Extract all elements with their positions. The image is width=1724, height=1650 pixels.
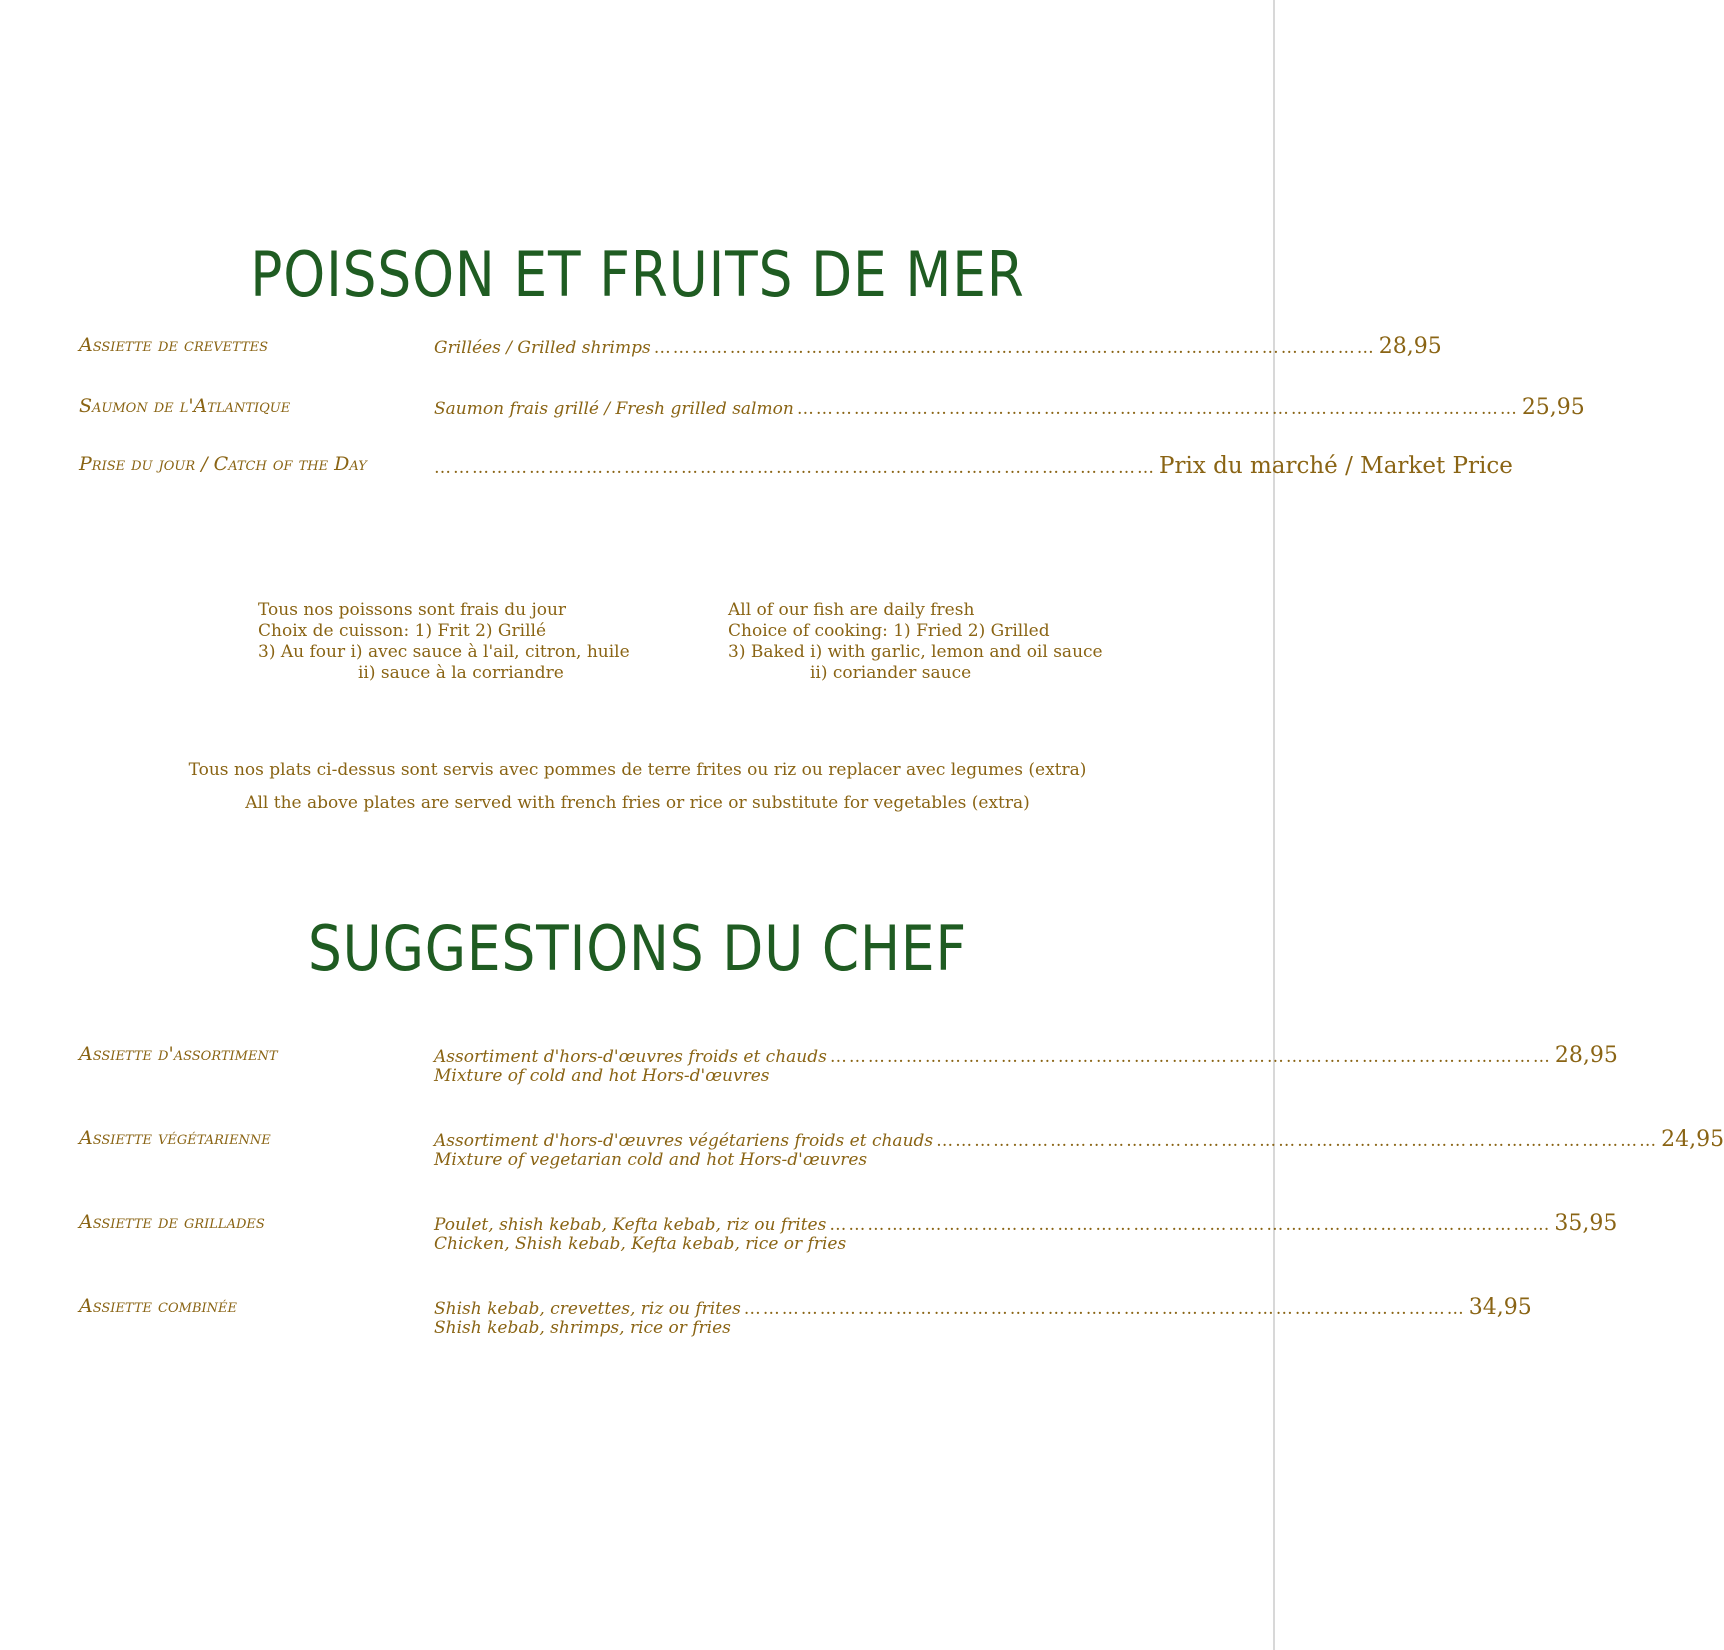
page-edge <box>1273 0 1275 1650</box>
notes-french <box>258 600 630 684</box>
note-line: Tous nos poissons sont frais du jour <box>258 600 567 620</box>
item-desc-block <box>434 1127 1724 1170</box>
item-desc-block <box>434 1295 1532 1338</box>
item-price: 25,95 <box>1521 395 1585 420</box>
leader-dots: …………………………………………………………………………………………………… <box>796 399 1519 419</box>
item-name: Assiette de crevettes <box>79 334 269 356</box>
leader-dots: …………………………………………………………………………………………………… <box>434 458 1156 478</box>
note-line: Choice of cooking: 1) Fried 2) Grilled <box>728 621 1050 641</box>
item-desc-line <box>434 395 1585 420</box>
menu-item-shrimp <box>79 334 1442 364</box>
item-price: 34,95 <box>1468 1295 1532 1320</box>
item-desc-fr: Assortiment d'hors-d'œuvres végétariens froids et chauds <box>434 1131 934 1151</box>
item-desc: Saumon frais grillé / Fresh grilled salmon <box>434 399 794 419</box>
served-note-french: Tous nos plats ci-dessus sont servis avec pommes de terre frites ou riz ou replacer avec legumes (extra) <box>188 760 1087 780</box>
item-desc-en: Mixture of vegetarian cold and hot Hors-d'œuvres <box>434 1150 868 1170</box>
item-desc-line <box>434 1295 1532 1320</box>
item-name: Saumon de l'Atlantique <box>79 395 291 417</box>
item-desc-en: Chicken, Shish kebab, Kefta kebab, rice or fries <box>434 1234 847 1254</box>
menu-item-catch <box>79 453 1513 483</box>
leader-dots: …………………………………………………………………………………………………… <box>743 1299 1466 1319</box>
note-line: Choix de cuisson: 1) Frit 2) Grillé <box>258 621 547 641</box>
item-desc-block <box>434 1043 1618 1086</box>
menu-item-assortment <box>79 1043 1618 1089</box>
item-name: Assiette de grillades <box>79 1211 265 1233</box>
leader-dots: …………………………………………………………………………………………………… <box>829 1047 1552 1067</box>
item-name: Prise du jour / Catch of the Day <box>79 453 367 475</box>
section-title-chef: SUGGESTIONS DU CHEF <box>307 912 968 985</box>
note-line: 3) Au four i) avec sauce à l'ail, citron, huile <box>258 642 630 662</box>
notes-english <box>728 600 1103 684</box>
item-desc-fr: Shish kebab, crevettes, riz ou frites <box>434 1299 741 1319</box>
section-title-seafood: POISSON ET FRUITS DE MER <box>250 238 1025 311</box>
item-desc-fr: Assortiment d'hors-d'œuvres froids et chauds <box>434 1047 827 1067</box>
item-desc-block <box>434 1211 1618 1254</box>
item-price: 35,95 <box>1554 1211 1618 1236</box>
menu-item-combo <box>79 1295 1532 1341</box>
note-line: All of our fish are daily fresh <box>728 600 975 620</box>
item-desc-line <box>434 1211 1618 1236</box>
menu-item-grill <box>79 1211 1618 1257</box>
item-desc-en: Shish kebab, shrimps, rice or fries <box>434 1318 731 1338</box>
item-name: Assiette végétarienne <box>79 1127 271 1149</box>
note-line: ii) sauce à la corriandre <box>358 663 564 683</box>
item-name: Assiette d'assortiment <box>79 1043 278 1065</box>
note-line: 3) Baked i) with garlic, lemon and oil sauce <box>728 642 1103 662</box>
item-name: Assiette combinée <box>79 1295 237 1317</box>
leader-dots: …………………………………………………………………………………………………… <box>829 1215 1552 1235</box>
item-price: Prix du marché / Market Price <box>1159 453 1513 479</box>
item-desc-line <box>434 1043 1618 1068</box>
item-desc-en: Mixture of cold and hot Hors-d'œuvres <box>434 1066 770 1086</box>
served-note-english: All the above plates are served with french fries or rice or substitute for vegetables (extra) <box>245 793 1030 813</box>
item-desc-line <box>434 334 1442 359</box>
note-line: ii) coriander sauce <box>810 663 972 683</box>
item-price: 28,95 <box>1378 334 1442 359</box>
menu-item-vegetarian <box>79 1127 1724 1173</box>
item-price: 24,95 <box>1661 1127 1724 1152</box>
leader-dots: …………………………………………………………………………………………………… <box>936 1131 1659 1151</box>
item-desc-line <box>434 453 1513 479</box>
item-price: 28,95 <box>1554 1043 1618 1068</box>
item-desc: Grillées / Grilled shrimps <box>434 338 651 358</box>
menu-item-salmon <box>79 395 1585 425</box>
item-desc-line <box>434 1127 1724 1152</box>
item-desc-fr: Poulet, shish kebab, Kefta kebab, riz ou frites <box>434 1215 827 1235</box>
leader-dots: …………………………………………………………………………………………………… <box>653 338 1376 358</box>
